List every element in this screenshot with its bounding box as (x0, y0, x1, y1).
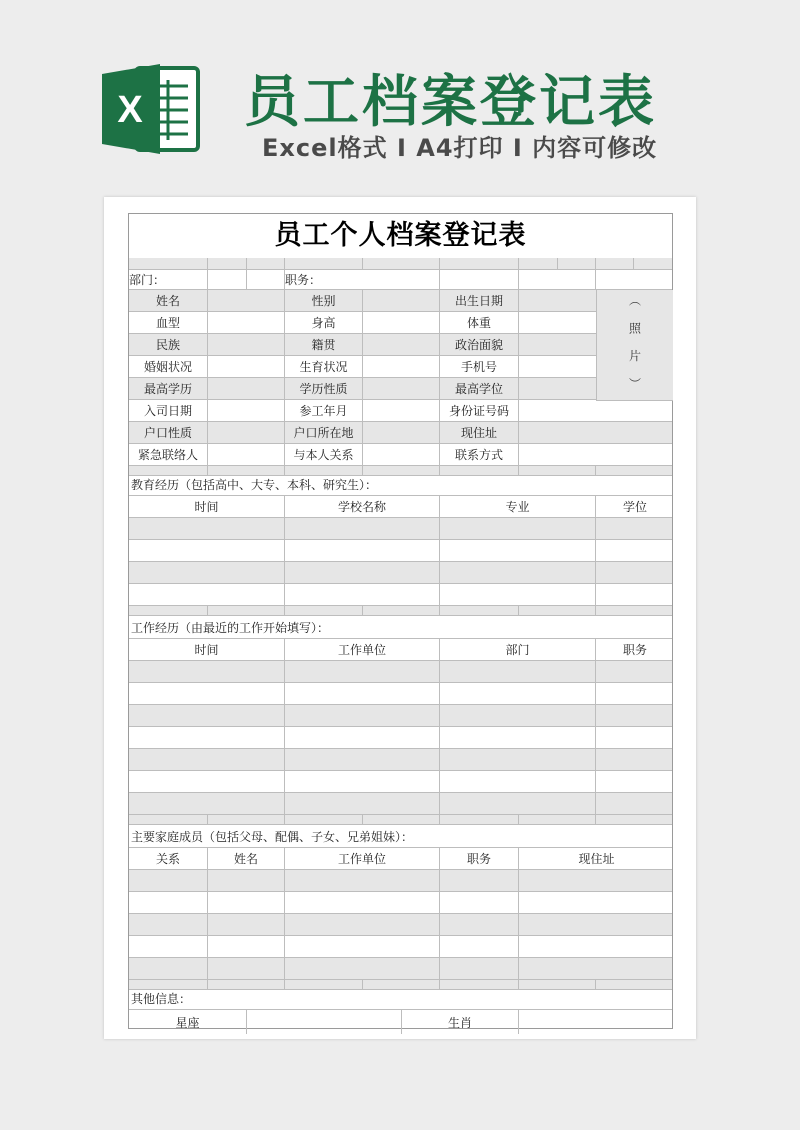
work-cell[interactable] (596, 727, 674, 748)
field-label: 婚姻状况 (129, 356, 208, 377)
family-cell[interactable] (129, 936, 208, 957)
education-cell[interactable] (285, 562, 440, 583)
education-cell[interactable] (285, 518, 440, 539)
field-label: 紧急联络人 (129, 444, 208, 465)
education-row (129, 518, 672, 540)
spacer-cell (363, 980, 440, 989)
spacer-cell (440, 980, 519, 989)
work-title: 工作经历（由最近的工作开始填写）： (129, 619, 672, 639)
family-cell[interactable] (519, 936, 674, 957)
field-value[interactable] (208, 290, 285, 311)
photo-placeholder[interactable] (596, 290, 673, 401)
spacer-cell (440, 815, 519, 824)
basic-info-row (129, 400, 672, 422)
form-title: 员工个人档案登记表 (129, 214, 672, 259)
family-header-4: 现住址 (578, 852, 615, 866)
spacer-row (129, 466, 672, 476)
family-cell[interactable] (208, 936, 285, 957)
family-row (129, 958, 672, 980)
family-row (129, 892, 672, 914)
work-row (129, 705, 672, 727)
work-header-row (129, 639, 672, 661)
work-cell[interactable] (596, 705, 674, 726)
family-row (129, 914, 672, 936)
spacer-cell (208, 258, 247, 269)
work-cell[interactable] (285, 683, 440, 704)
basic-info-row (129, 290, 596, 312)
spacer-cell (129, 606, 208, 615)
spacer-cell (363, 466, 440, 475)
spacer-cell (440, 606, 519, 615)
work-row (129, 771, 672, 793)
work-row (129, 727, 672, 749)
work-cell[interactable] (285, 727, 440, 748)
family-cell[interactable] (285, 892, 440, 913)
field-value[interactable] (519, 334, 596, 355)
work-header-3: 职务 (622, 643, 647, 657)
spacer-cell (285, 980, 363, 989)
field-value[interactable] (208, 312, 285, 333)
education-header-1: 学校名称 (285, 496, 440, 517)
work-cell[interactable] (440, 705, 596, 726)
basic-info-row (129, 356, 596, 378)
family-cell[interactable] (440, 936, 519, 957)
education-header-0: 时间 (129, 496, 285, 517)
family-cell[interactable] (440, 914, 519, 935)
field-label: 出生日期 (440, 290, 519, 311)
spacer-cell (208, 815, 285, 824)
education-title: 教育经历（包括高中、大专、本科、研究生）： (129, 476, 672, 496)
education-cell[interactable] (440, 518, 596, 539)
spacer-row (129, 606, 672, 616)
education-header-row (129, 496, 672, 518)
field-value[interactable] (363, 378, 440, 399)
education-header-2: 专业 (440, 496, 596, 517)
work-cell[interactable] (440, 749, 596, 770)
page-title: 员工档案登记表 (244, 70, 657, 135)
family-header-1: 姓名 (208, 848, 285, 869)
family-cell[interactable] (519, 892, 674, 913)
family-cell[interactable] (129, 870, 208, 891)
field-label: 最高学历 (129, 378, 208, 399)
education-row (129, 562, 672, 584)
zodiac-value[interactable] (247, 1010, 402, 1034)
work-cell[interactable] (440, 771, 596, 792)
field-label: 参工年月 (285, 400, 363, 421)
field-value[interactable] (363, 312, 440, 333)
family-cell[interactable] (285, 936, 440, 957)
education-cell[interactable] (596, 584, 674, 605)
field-label: 性别 (285, 290, 363, 311)
field-label: 户口性质 (129, 422, 208, 443)
field-label: 户口所在地 (285, 422, 363, 443)
field-label: 籍贯 (285, 334, 363, 355)
spacer-cell (519, 466, 596, 475)
education-cell[interactable] (129, 584, 285, 605)
education-cell[interactable] (285, 584, 440, 605)
education-cell[interactable] (596, 562, 674, 583)
field-label: 现住址 (440, 422, 519, 443)
spacer-cell (596, 606, 674, 615)
work-header-0: 时间 (129, 639, 285, 660)
spacer-cell (129, 466, 208, 475)
page-subtitle: Excel格式 Ι A4打印 Ι 内容可修改 (262, 134, 658, 162)
family-cell[interactable] (129, 914, 208, 935)
basic-info-row (129, 312, 596, 334)
work-cell[interactable] (596, 749, 674, 770)
family-title: 主要家庭成员（包括父母、配偶、子女、兄弟姐妹）： (129, 828, 672, 848)
position-value-2[interactable] (519, 270, 596, 289)
basic-info-row (129, 444, 672, 466)
photo-label: （ 照 片 ） (627, 294, 642, 396)
basic-info-row (129, 334, 596, 356)
spacer-cell (285, 815, 363, 824)
family-cell[interactable] (519, 958, 674, 979)
zodiac-label: 星座 (129, 1010, 247, 1034)
spacer-cell (440, 466, 519, 475)
position-label: 职务： (285, 270, 440, 289)
work-row (129, 749, 672, 771)
field-label: 民族 (129, 334, 208, 355)
education-cell[interactable] (440, 540, 596, 561)
work-cell[interactable] (129, 771, 285, 792)
spacer-row (129, 258, 672, 270)
position-value-3[interactable] (596, 270, 672, 289)
spacer-cell (285, 606, 363, 615)
work-cell[interactable] (129, 661, 285, 682)
field-label: 身高 (285, 312, 363, 333)
spacer-cell (634, 258, 674, 269)
family-cell[interactable] (285, 870, 440, 891)
field-value[interactable] (519, 378, 596, 399)
field-label: 入司日期 (129, 400, 208, 421)
education-row (129, 540, 672, 562)
spacer-cell (596, 466, 674, 475)
work-cell[interactable] (285, 771, 440, 792)
spacer-cell (440, 258, 519, 269)
work-header-2: 部门 (440, 639, 596, 660)
field-label: 学历性质 (285, 378, 363, 399)
family-row (129, 870, 672, 892)
field-value[interactable] (208, 334, 285, 355)
work-cell[interactable] (440, 661, 596, 682)
spacer-cell (285, 258, 363, 269)
family-header-0: 关系 (129, 848, 208, 869)
work-cell[interactable] (440, 793, 596, 814)
family-header-row (129, 848, 672, 870)
spacer-cell (363, 815, 440, 824)
spacer-cell (129, 980, 208, 989)
chinese-zodiac-value[interactable] (519, 1010, 672, 1034)
employee-record-form (128, 213, 673, 1029)
family-cell[interactable] (208, 892, 285, 913)
family-cell[interactable] (129, 958, 208, 979)
field-value[interactable] (519, 400, 672, 421)
work-header-1: 工作单位 (285, 639, 440, 660)
education-cell[interactable] (129, 540, 285, 561)
work-cell[interactable] (285, 793, 440, 814)
work-row (129, 683, 672, 705)
spacer-cell (519, 815, 596, 824)
work-cell[interactable] (285, 749, 440, 770)
spacer-cell (208, 980, 285, 989)
family-header-3: 职务 (440, 848, 519, 869)
excel-icon (102, 64, 200, 154)
field-label: 身份证号码 (440, 400, 519, 421)
field-value[interactable] (363, 422, 440, 443)
work-row (129, 661, 672, 683)
position-value[interactable] (440, 270, 519, 289)
education-cell[interactable] (596, 518, 674, 539)
field-value[interactable] (519, 422, 672, 443)
education-cell[interactable] (129, 518, 285, 539)
work-cell[interactable] (285, 705, 440, 726)
field-label: 与本人关系 (285, 444, 363, 465)
spacer-row (129, 980, 672, 990)
family-cell[interactable] (285, 914, 440, 935)
spacer-cell (129, 258, 208, 269)
work-cell[interactable] (440, 727, 596, 748)
spacer-cell (519, 606, 596, 615)
work-cell[interactable] (596, 661, 674, 682)
basic-info-row (129, 378, 596, 400)
field-value[interactable] (363, 334, 440, 355)
education-header-3: 学位 (622, 500, 647, 514)
field-value[interactable] (208, 356, 285, 377)
field-value[interactable] (363, 444, 440, 465)
dept-value-2[interactable] (247, 270, 285, 289)
work-row (129, 793, 672, 815)
field-label: 血型 (129, 312, 208, 333)
family-row (129, 936, 672, 958)
dept-value[interactable] (208, 270, 247, 289)
chinese-zodiac-label: 生肖 (402, 1010, 519, 1034)
family-cell[interactable] (208, 870, 285, 891)
field-value[interactable] (363, 400, 440, 421)
education-cell[interactable] (285, 540, 440, 561)
spacer-cell (558, 258, 596, 269)
spacer-cell (208, 466, 285, 475)
work-cell[interactable] (129, 793, 285, 814)
other-info-row (129, 1010, 672, 1034)
work-cell[interactable] (129, 727, 285, 748)
other-info-title: 其他信息： (129, 990, 672, 1010)
family-cell[interactable] (519, 870, 674, 891)
field-label: 政治面貌 (440, 334, 519, 355)
work-cell[interactable] (440, 683, 596, 704)
field-value[interactable] (208, 378, 285, 399)
dept-label: 部门： (129, 270, 208, 289)
field-value[interactable] (363, 356, 440, 377)
spacer-cell (596, 258, 634, 269)
spacer-cell (519, 258, 558, 269)
spacer-cell (247, 258, 285, 269)
education-cell[interactable] (440, 584, 596, 605)
work-cell[interactable] (285, 661, 440, 682)
education-cell[interactable] (596, 540, 674, 561)
spacer-row (129, 815, 672, 825)
spacer-cell (596, 815, 674, 824)
field-label: 联系方式 (440, 444, 519, 465)
spacer-cell (519, 980, 596, 989)
excel-logo-letter: X (117, 89, 143, 131)
work-cell[interactable] (596, 683, 674, 704)
family-cell[interactable] (208, 958, 285, 979)
spacer-cell (208, 606, 285, 615)
work-cell[interactable] (596, 793, 674, 814)
field-label: 体重 (440, 312, 519, 333)
field-value[interactable] (519, 312, 596, 333)
spacer-cell (596, 980, 674, 989)
family-cell[interactable] (440, 958, 519, 979)
family-cell[interactable] (440, 870, 519, 891)
field-label: 最高学位 (440, 378, 519, 399)
education-cell[interactable] (440, 562, 596, 583)
education-row (129, 584, 672, 606)
field-value[interactable] (208, 400, 285, 421)
field-value[interactable] (208, 444, 285, 465)
spacer-cell (285, 466, 363, 475)
family-cell[interactable] (440, 892, 519, 913)
field-value[interactable] (208, 422, 285, 443)
field-label: 姓名 (129, 290, 208, 311)
family-cell[interactable] (208, 914, 285, 935)
family-cell[interactable] (285, 958, 440, 979)
family-cell[interactable] (129, 892, 208, 913)
spacer-cell (363, 606, 440, 615)
field-value[interactable] (363, 290, 440, 311)
work-cell[interactable] (129, 683, 285, 704)
work-cell[interactable] (129, 705, 285, 726)
field-value[interactable] (519, 290, 596, 311)
spacer-cell (363, 258, 440, 269)
field-label: 生育状况 (285, 356, 363, 377)
field-value[interactable] (519, 444, 672, 465)
family-header-2: 工作单位 (285, 848, 440, 869)
work-cell[interactable] (129, 749, 285, 770)
dept-position-row (129, 270, 672, 290)
family-cell[interactable] (519, 914, 674, 935)
field-label: 手机号 (440, 356, 519, 377)
basic-info-row (129, 422, 672, 444)
work-cell[interactable] (596, 771, 674, 792)
education-cell[interactable] (129, 562, 285, 583)
field-value[interactable] (519, 356, 596, 377)
spacer-cell (129, 815, 208, 824)
